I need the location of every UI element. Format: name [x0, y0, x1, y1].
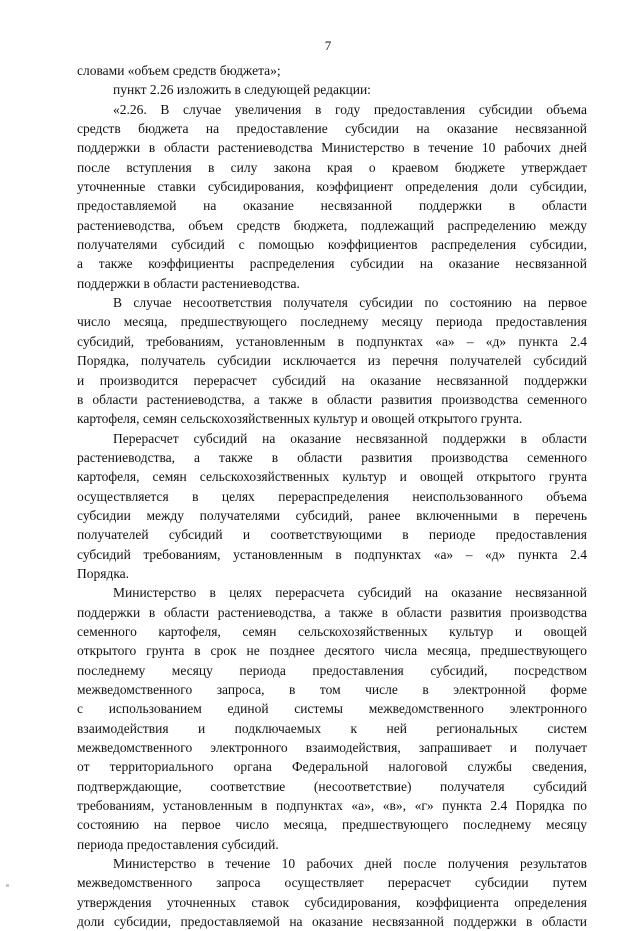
text-line: предоставляемой на оказание несвязанной поддержки в области [77, 198, 587, 214]
text-line: Перерасчет субсидий на оказание несвязанной поддержки в области [113, 430, 587, 446]
text-line: открытого грунта в срок не позднее десятого числа месяца, предшествующего [77, 643, 587, 659]
text-line: от территориального органа Федеральной налоговой службы сведения, [77, 759, 587, 775]
text-line: средств бюджета на предоставление субсидии на оказание несвязанной [77, 121, 587, 137]
text-line: субсидии между получателями субсидий, ранее включенными в перечень [77, 507, 587, 523]
document-body [77, 61, 587, 931]
text-line: Министерство в целях перерасчета субсидий на оказание несвязанной [113, 585, 587, 601]
text-line: с использованием единой системы межведомственного электронного [77, 701, 587, 717]
text-line: получателями субсидий с помощью коэффициентов распределения субсидии, [77, 237, 587, 253]
text-line: состоянию на первое число месяца, предшествующего последнему месяцу [77, 817, 587, 833]
text-line: поддержки в области растениеводства, а также в области развития производства [77, 604, 587, 620]
text-line: межведомственного запроса, в том числе в электронной форме [77, 682, 587, 697]
text-line: периода предоставления субсидий. [77, 836, 279, 852]
text-line: утверждения уточненных ставок субсидирования, коэффициента определения [77, 894, 587, 910]
text-line: субсидий, требованиям, установленным в подпунктах «а» – «д» пункта 2.4 [77, 333, 587, 349]
scan-speck [6, 884, 9, 887]
text-line: растениеводства, объем средств бюджета, подлежащий распределению между [77, 217, 587, 233]
text-line: межведомственного электронного взаимодействия, запрашивает и получает [77, 740, 587, 756]
text-line: поддержки в области растениеводства Министерство в течение 10 рабочих дней [77, 140, 587, 156]
text-line: растениеводства, а также в области развития производства семенного [77, 449, 587, 465]
text-line: подтверждающие, соответствие (несоответствие) получателя субсидий [77, 778, 587, 794]
text-line: поддержки в области растениеводства. [77, 275, 300, 291]
text-line: пункт 2.26 изложить в следующей редакции: [113, 82, 371, 98]
text-line: межведомственного запроса осуществляет перерасчет субсидии путем [77, 875, 587, 891]
text-line: после вступления в силу закона края о краевом бюджете утверждает [77, 159, 587, 175]
text-line: и производится перерасчет субсидий на оказание несвязанной поддержки [77, 372, 587, 388]
text-line: последнему месяцу периода предоставления субсидий, посредством [77, 662, 587, 678]
text-line: субсидий требованиям, установленным в подпунктах «а» – «д» пункта 2.4 [77, 546, 587, 562]
text-line: уточненные ставки субсидирования, коэффициент определения доли субсидии, [77, 179, 587, 195]
text-line: Министерство в течение 10 рабочих дней после получения результатов [113, 856, 587, 872]
text-line: словами «объем средств бюджета»; [77, 63, 281, 78]
text-line: осуществляется в целях перераспределения неиспользованного объема [77, 488, 587, 504]
text-line: семенного картофеля, семян сельскохозяйственных культур и овощей [77, 623, 587, 639]
text-line: требованиям, установленным в подпунктах «а», «в», «г» пункта 2.4 Порядка по [77, 798, 587, 814]
text-line: Порядка, получатель субсидии исключается из перечня получателей субсидий [77, 353, 587, 369]
text-line: Порядка. [77, 565, 130, 581]
page-number: 7 [324, 38, 332, 53]
text-line: В случае несоответствия получателя субсидии по состоянию на первое [113, 295, 587, 311]
text-line: картофеля, семян сельскохозяйственных культур и овощей открытого грунта. [77, 411, 523, 427]
text-line: а также коэффициенты распределения субсидии на оказание несвязанной [77, 256, 587, 272]
text-line: доли субсидии, предоставляемой на оказание несвязанной поддержки в области [77, 914, 587, 930]
text-line: получателей субсидий и соответствующими в периоде предоставления [77, 527, 587, 543]
text-line: картофеля, семян сельскохозяйственных культур и овощей открытого грунта [77, 469, 587, 485]
text-line: число месяца, предшествующего последнему месяцу периода предоставления [77, 314, 587, 330]
text-line: взаимодействия и подключаемых к ней региональных систем [77, 720, 587, 736]
text-line: «2.26. В случае увеличения в году предоставления субсидии объема [113, 101, 587, 117]
text-line: в области растениеводства, а также в области развития производства семенного [77, 391, 587, 407]
